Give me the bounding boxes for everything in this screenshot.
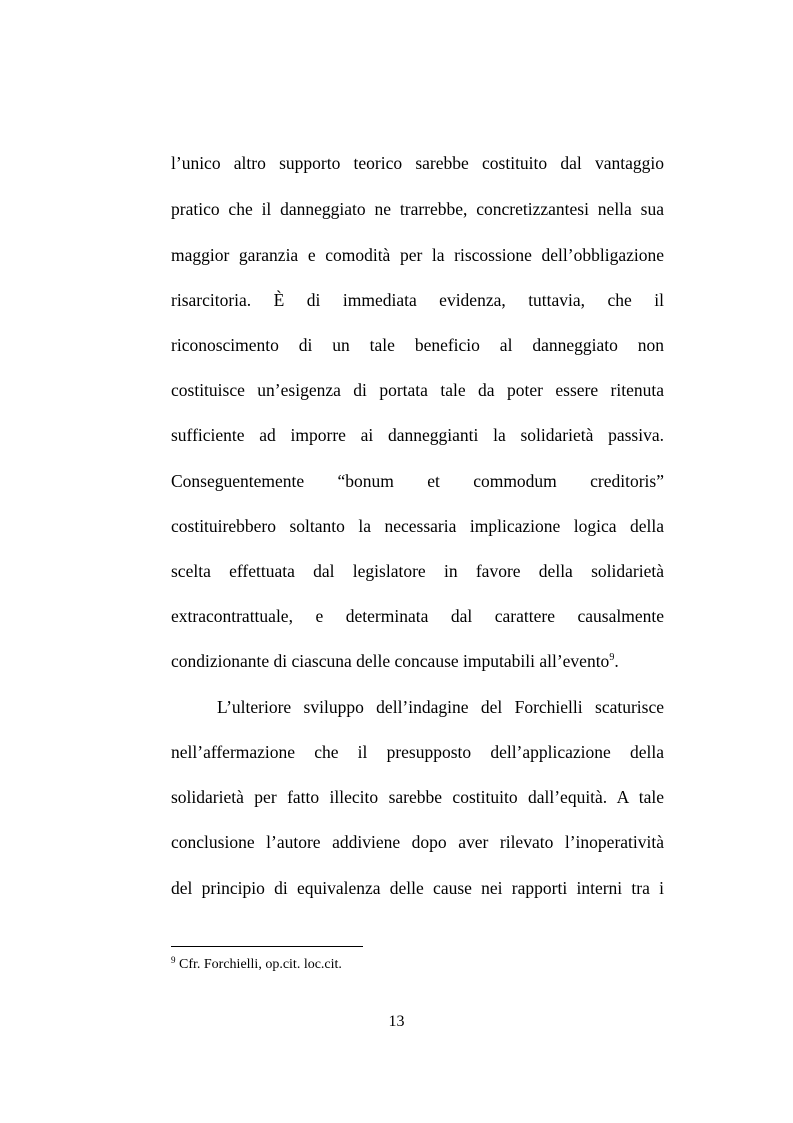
page-number: 13	[388, 1013, 405, 1030]
body-line: pratico che il danneggiato ne trarrebbe, concretizzantesi nella sua	[171, 199, 664, 219]
body-line-text: condizionante di ciascuna delle concause imputabili all’evento	[171, 651, 610, 671]
body-line: costituisce un’esigenza di portata tale da poter essere ritenuta	[171, 380, 664, 400]
body-line: del principio di equivalenza delle cause nei rapporti interni tra i	[171, 878, 664, 898]
sentence-end: .	[614, 651, 619, 671]
body-line-last	[171, 651, 664, 671]
body-line: scelta effettuata dal legislatore in favore della solidarietà	[171, 561, 664, 581]
body-line: costituirebbero soltanto la necessaria implicazione logica della	[171, 516, 664, 536]
footnote-separator	[171, 946, 363, 947]
body-line: sufficiente ad imporre ai danneggianti la solidarietà passiva.	[171, 425, 664, 445]
body-line: solidarietà per fatto illecito sarebbe costituito dall’equità. A tale	[171, 787, 664, 807]
body-line: Conseguentemente “bonum et commodum creditoris”	[171, 471, 664, 491]
footnote-reference[interactable]: 9	[609, 652, 615, 663]
body-line: maggior garanzia e comodità per la riscossione dell’obbligazione	[171, 245, 664, 265]
body-line: conclusione l’autore addiviene dopo aver rilevato l’inoperatività	[171, 832, 664, 852]
body-line: l’unico altro supporto teorico sarebbe costituito dal vantaggio	[171, 153, 664, 173]
footnote-text: Cfr. Forchielli, op.cit. loc.cit.	[175, 957, 342, 972]
body-line: nell’affermazione che il presupposto dell’applicazione della	[171, 742, 664, 762]
body-line: riconoscimento di un tale beneficio al danneggiato non	[171, 335, 664, 355]
footnote	[171, 956, 342, 974]
body-line: extracontrattuale, e determinata dal carattere causalmente	[171, 606, 664, 626]
body-line: risarcitoria. È di immediata evidenza, tuttavia, che il	[171, 290, 664, 310]
footnote-number: 9	[171, 955, 176, 965]
body-line-indented: L’ulteriore sviluppo dell’indagine del Forchielli scaturisce	[217, 697, 664, 717]
